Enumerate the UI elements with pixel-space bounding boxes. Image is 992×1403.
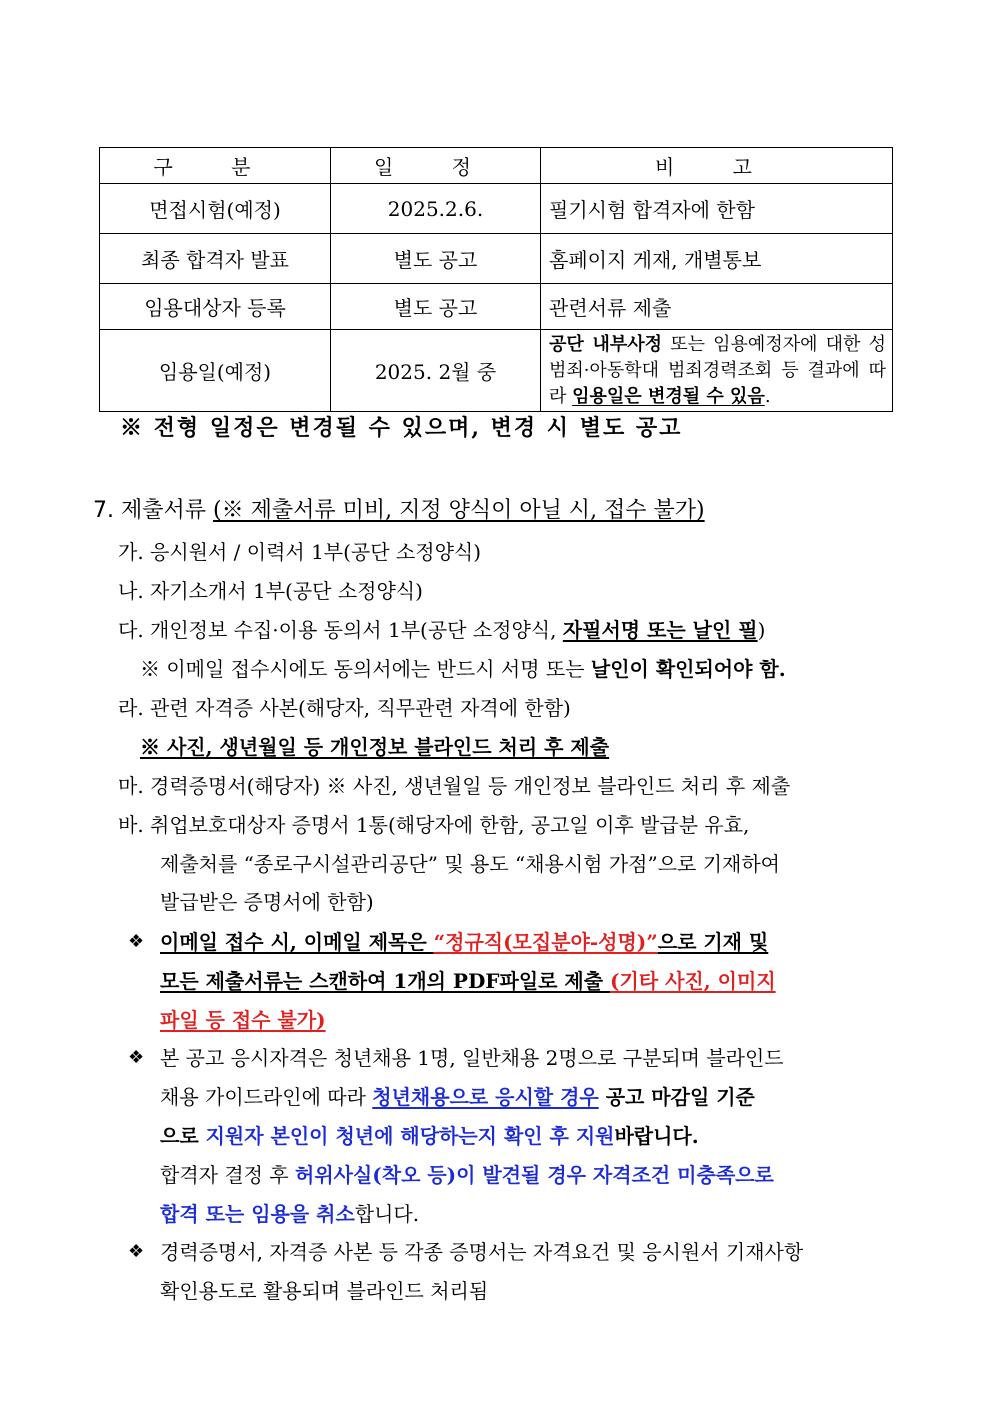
table-row bbox=[100, 234, 893, 284]
header-date: 일 정 bbox=[331, 148, 541, 184]
bullet2-text-end: 합니다. bbox=[354, 1202, 420, 1226]
bullet2-line2 bbox=[160, 1083, 755, 1111]
bullet1-warning: (기타 사진, 이미지 bbox=[610, 969, 776, 993]
bullet1-subject: “정규직(모집분야-성명)” bbox=[433, 930, 658, 954]
row-category: 임용대상자 등록 bbox=[100, 284, 331, 330]
row-category: 임용일(예정) bbox=[100, 330, 331, 412]
item-na: 나. 자기소개서 1부(공단 소정양식) bbox=[118, 579, 423, 603]
note-emphasis: 공단 내부사정 bbox=[549, 333, 663, 355]
bullet2-text-end: 바랍니다. bbox=[614, 1124, 699, 1148]
bullet3-line2: 확인용도로 활용되며 블라인드 처리됨 bbox=[160, 1279, 489, 1303]
schedule-table bbox=[99, 147, 893, 412]
bullet2-text: 채용 가이드라인에 따라 bbox=[160, 1085, 373, 1109]
item-ra: 라. 관련 자격증 사본(해당자, 직무관련 자격에 한함) bbox=[118, 696, 571, 720]
diamond-bullet-icon: ❖ bbox=[128, 931, 145, 952]
item-da-note-emphasis: 날인이 확인되어야 함. bbox=[590, 657, 786, 681]
header-category: 구 분 bbox=[100, 148, 331, 184]
bullet3-line1: 경력증명서, 자격증 사본 등 각종 증명서는 자격요건 및 응시원서 기재사항 bbox=[160, 1240, 804, 1264]
item-da-note bbox=[140, 655, 786, 683]
item-ba-line2: 제출처를 “종로구시설관리공단” 및 용도 “채용시험 가점”으로 기재하여 bbox=[160, 852, 781, 876]
bullet2-line4 bbox=[160, 1161, 774, 1189]
bullet1-text-end: 으로 기재 및 bbox=[657, 930, 769, 954]
item-ma: 마. 경력증명서(해당자) ※ 사진, 생년월일 등 개인정보 블라인드 처리 후 제출 bbox=[118, 774, 791, 798]
note-text: 또는 임용예정자에 대한 성범죄·아동학대 범죄경력조회 등 결과에 따라 bbox=[549, 333, 886, 407]
bullet2-line3 bbox=[160, 1122, 699, 1150]
row-date: 별도 공고 bbox=[331, 284, 541, 330]
item-ba-line1: 바. 취업보호대상자 증명서 1통(해당자에 한함, 공고일 이후 발급분 유효, bbox=[118, 813, 750, 837]
section-title-note: (※ 제출서류 미비, 지정 양식이 아닐 시, 접수 불가) bbox=[213, 498, 705, 523]
row-category: 면접시험(예정) bbox=[100, 184, 331, 234]
row-note: 홈페이지 게재, 개별통보 bbox=[541, 234, 893, 284]
section-title: 7. 제출서류 bbox=[93, 498, 206, 523]
bullet1-line3: 파일 등 접수 불가) bbox=[160, 1008, 326, 1032]
row-date: 2025. 2월 중 bbox=[331, 330, 541, 412]
item-da-emphasis: 자필서명 또는 날인 필 bbox=[562, 618, 758, 642]
bullet2-text: 합격자 결정 후 bbox=[160, 1163, 295, 1187]
bullet1-line1 bbox=[160, 928, 768, 956]
bullet1-line2 bbox=[160, 967, 776, 995]
diamond-bullet-icon: ❖ bbox=[128, 1047, 145, 1068]
item-da-close: ) bbox=[757, 618, 766, 642]
bullet2-verify: 지원자 본인이 청년에 해당하는지 확인 후 지원 bbox=[205, 1124, 615, 1148]
bullet2-youth: 청년채용으로 응시할 경우 bbox=[372, 1085, 599, 1109]
bullet2-deadline: 공고 마감일 기준 bbox=[598, 1085, 755, 1109]
row-note: 관련서류 제출 bbox=[541, 284, 893, 330]
note-emphasis-underline: 임용일은 변경될 수 있음 bbox=[572, 385, 765, 407]
row-date: 2025.2.6. bbox=[331, 184, 541, 234]
item-ba-line3: 발급받은 증명서에 한함) bbox=[160, 890, 374, 914]
bullet2-line1: 본 공고 응시자격은 청년채용 1명, 일반채용 2명으로 구분되며 블라인드 bbox=[160, 1046, 784, 1070]
diamond-bullet-icon: ❖ bbox=[128, 1241, 145, 1262]
table-footnote: ※ 전형 일정은 변경될 수 있으며, 변경 시 별도 공고 bbox=[120, 415, 683, 441]
table-header-row bbox=[100, 148, 893, 184]
item-da-note-text: ※ 이메일 접수시에도 동의서에는 반드시 서명 또는 bbox=[140, 657, 591, 681]
bullet1-pdf-text: 모든 제출서류는 스캔하여 1개의 PDF파일로 제출 bbox=[160, 969, 611, 993]
item-ra-note: ※ 사진, 생년월일 등 개인정보 블라인드 처리 후 제출 bbox=[140, 735, 610, 759]
table-row bbox=[100, 330, 893, 412]
bullet1-text: 이메일 접수 시, 이메일 제목은 bbox=[160, 930, 434, 954]
row-category: 최종 합격자 발표 bbox=[100, 234, 331, 284]
row-note: 필기시험 합격자에 한함 bbox=[541, 184, 893, 234]
header-note: 비 고 bbox=[541, 148, 893, 184]
section-heading bbox=[93, 493, 705, 524]
table-row bbox=[100, 184, 893, 234]
item-ga: 가. 응시원서 / 이력서 1부(공단 소정양식) bbox=[118, 540, 482, 564]
item-da-text: 다. 개인정보 수집·이용 동의서 1부(공단 소정양식, bbox=[118, 618, 563, 642]
bullet2-line5 bbox=[160, 1200, 419, 1228]
bullet2-false-info: 허위사실(착오 등)이 발견될 경우 자격조건 미충족으로 bbox=[295, 1163, 774, 1187]
item-da bbox=[118, 616, 765, 644]
bullet2-cancel: 합격 또는 임용을 취소 bbox=[160, 1202, 355, 1226]
table-row bbox=[100, 284, 893, 330]
note-period: . bbox=[764, 385, 771, 407]
row-date: 별도 공고 bbox=[331, 234, 541, 284]
bullet2-text: 으로 bbox=[160, 1124, 206, 1148]
row-note bbox=[541, 330, 893, 412]
